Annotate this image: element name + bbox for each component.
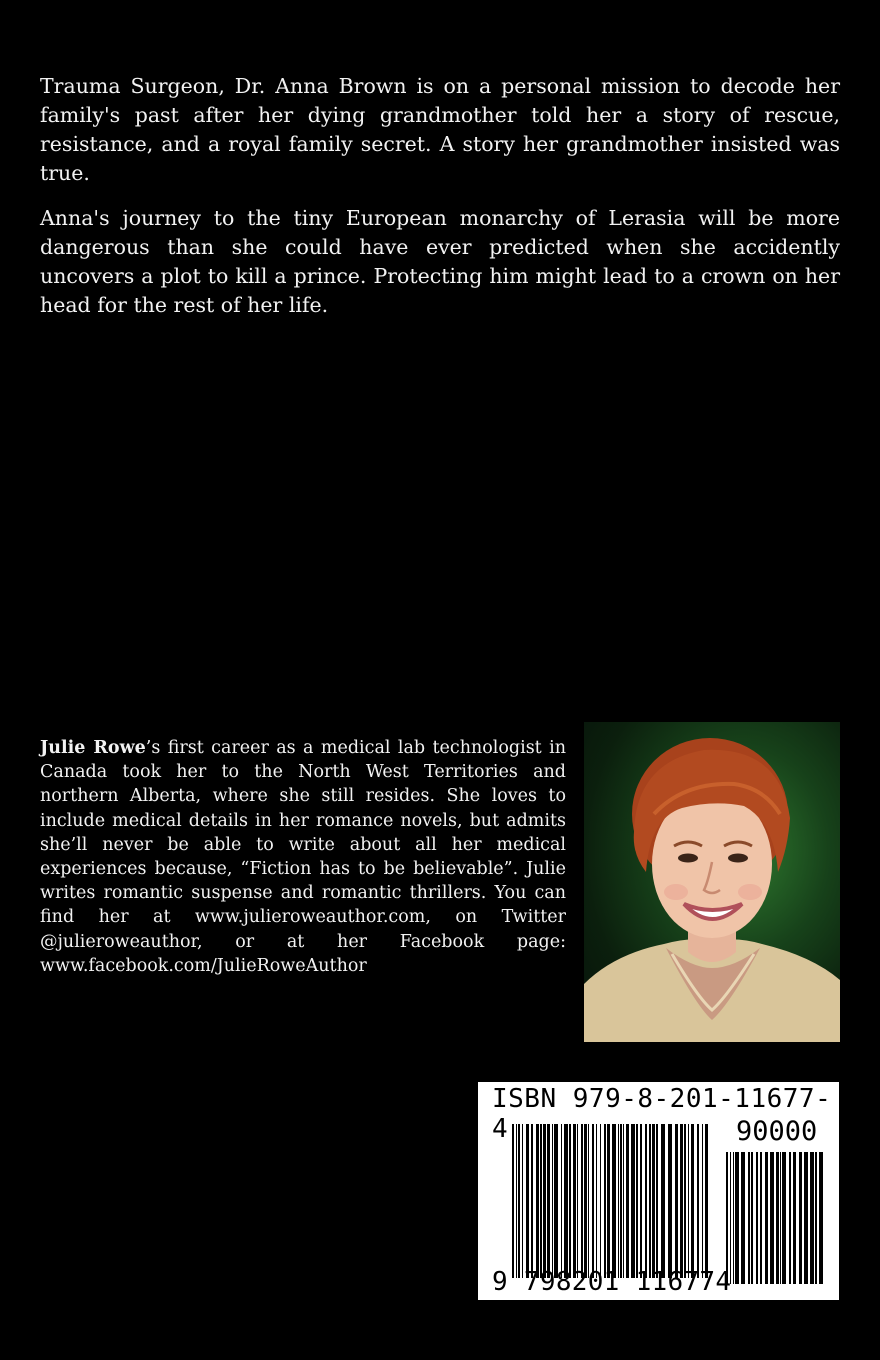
isbn-label: ISBN 979-8-201-11677-4 xyxy=(492,1084,832,1144)
blurb-paragraph-1: Trauma Surgeon, Dr. Anna Brown is on a personal mission to decode her family's past after her dying grandmother told her a story of rescue, resistance, and a royal family secret. A story her grandmother insisted was true. xyxy=(40,74,840,185)
author-bio-text: ’s first career as a medical lab technologist in Canada took her to the North West Territories and northern Alberta, where she still resides. She loves to include medical details in her romance novels, but admits she’ll never be able to write about all her medical experiences because, “Fiction has to be believable”. Julie writes romantic suspense and romantic thrillers. You can find her at www.julieroweauthor.com, on Twitter @julieroweauthor, or at her Facebook page: www.facebook.com/JulieRoweAuthor xyxy=(40,738,566,976)
author-portrait-illustration xyxy=(584,722,840,1042)
barcode-digits: 9 798201 116774 xyxy=(492,1267,732,1297)
isbn-barcode xyxy=(478,1082,839,1300)
back-cover-blurb xyxy=(40,72,840,336)
author-name: Julie Rowe xyxy=(40,738,146,758)
price-addon-code: 90000 xyxy=(736,1116,818,1147)
author-photo xyxy=(584,722,840,1042)
author-bio xyxy=(40,736,566,978)
blurb-paragraph-2: Anna's journey to the tiny European monarchy of Lerasia will be more dangerous than she could have ever predicted when she accidently uncovers a plot to kill a prince. Protecting him might lead to a crown on her head for the rest of her life. xyxy=(40,206,840,317)
